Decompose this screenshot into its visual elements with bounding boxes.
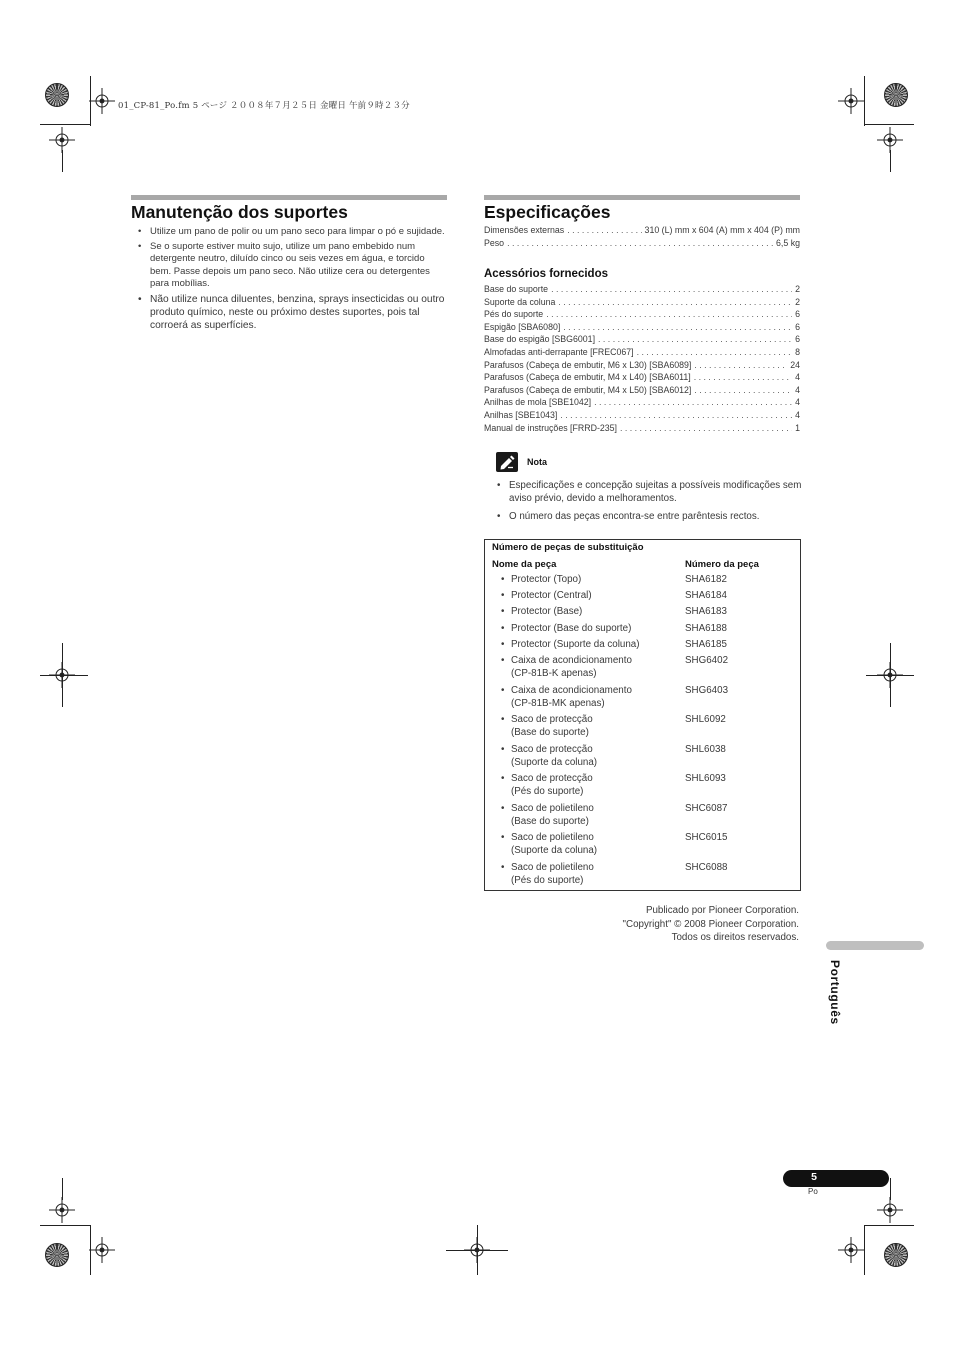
spec-value: 6,5 kg — [776, 237, 800, 248]
part-name: • Protector (Suporte da coluna) — [511, 638, 681, 651]
note-list — [490, 480, 802, 528]
spec-row — [484, 238, 800, 251]
registration-rosette-icon — [884, 1243, 908, 1267]
crop-line — [40, 675, 88, 676]
crop-line — [890, 1178, 891, 1200]
crop-line — [62, 150, 63, 172]
accessory-label: Espigão [SBA6080] — [484, 321, 561, 332]
column-header-name: Nome da peça — [492, 559, 557, 570]
accessory-row — [484, 372, 800, 385]
list-item: • O número das peças encontra-se entre parêntesis rectos. — [490, 511, 802, 524]
leader-dots — [594, 397, 792, 407]
accessory-label: Pés do suporte — [484, 309, 544, 320]
accessory-qty: 4 — [795, 372, 800, 383]
part-name: • Protector (Topo) — [511, 573, 681, 586]
part-number: SHA6188 — [685, 623, 727, 634]
part-name: • Saco de protecção (Pés do suporte) — [511, 772, 681, 798]
part-name: • Saco de polietileno (Pés do suporte) — [511, 861, 681, 887]
accessory-qty: 4 — [795, 409, 800, 420]
parts-table-title: Número de peças de substituição — [492, 542, 644, 553]
accessory-row — [484, 385, 800, 398]
accessory-row — [484, 322, 800, 335]
part-number: SHA6182 — [685, 574, 727, 585]
replacement-parts-table — [484, 539, 801, 891]
note-pencil-icon — [496, 452, 518, 472]
accessory-qty: 6 — [795, 321, 800, 332]
crop-line — [864, 76, 865, 126]
crop-line — [446, 1250, 508, 1251]
column-header-number: Número da peça — [685, 559, 759, 570]
accessory-label: Parafusos (Cabeça de embutir, M4 x L40) [SBA6011] — [484, 372, 691, 383]
accessory-label: Base do espigão [SBG6001] — [484, 334, 596, 345]
registration-target-icon — [877, 1197, 903, 1223]
registration-target-icon — [838, 1237, 864, 1263]
crop-line — [62, 1178, 63, 1200]
accessory-label: Parafusos (Cabeça de embutir, M4 x L50) [SBA6012] — [484, 384, 692, 395]
accessory-qty: 4 — [795, 397, 800, 408]
list-item: • Utilize um pano de polir ou um pano seco para limpar o pó e sujidade. — [131, 226, 447, 238]
page-number: 5 — [811, 1171, 817, 1183]
crop-line — [864, 124, 914, 125]
accessory-qty: 4 — [795, 384, 800, 395]
publisher-line: Publicado por Pioneer Corporation. — [645, 905, 799, 916]
crop-line — [866, 675, 914, 676]
part-name: • Saco de polietileno (Base do suporte) — [511, 802, 681, 828]
page-number-pill — [783, 1170, 889, 1187]
registration-target-icon — [89, 88, 115, 114]
accessory-row — [484, 360, 800, 373]
accessory-qty: 1 — [795, 422, 800, 433]
accessory-qty: 2 — [795, 284, 800, 294]
part-number: SHC6015 — [685, 832, 728, 843]
note-title: Nota — [527, 457, 547, 467]
crop-line — [40, 124, 90, 125]
part-name: • Saco de polietileno (Suporte da coluna) — [511, 831, 681, 857]
accessory-label: Anilhas [SBE1043] — [484, 409, 558, 420]
language-label: Português — [828, 960, 842, 1025]
leader-dots — [637, 347, 792, 357]
part-name: • Caixa de acondicionamento (CP-81B-MK apenas) — [511, 684, 681, 710]
part-name: • Saco de protecção (Suporte da coluna) — [511, 743, 681, 769]
leader-dots — [551, 284, 792, 294]
part-name: • Caixa de acondicionamento (CP-81B-K apenas) — [511, 654, 681, 680]
part-name: • Protector (Central) — [511, 589, 681, 602]
accessories-title: Acessórios fornecidos — [484, 268, 608, 280]
part-number: SHA6184 — [685, 590, 727, 601]
spec-value: 310 (L) mm x 604 (A) mm x 404 (P) mm — [644, 225, 800, 235]
part-name: • Saco de protecção (Base do suporte) — [511, 713, 681, 739]
list-item: • Especificações e concepção sujeitas a possíveis modificações sem aviso prévio, devido a melhoramentos. — [490, 480, 802, 506]
maintenance-list — [131, 226, 447, 335]
leader-dots — [694, 385, 792, 395]
file-header: 01_CP-81_Po.fm 5 ページ ２００８年７月２５日 金曜日 午前９時２３分 — [118, 101, 410, 111]
accessory-row — [484, 347, 800, 360]
part-number: SHG6402 — [685, 655, 729, 666]
accessory-row — [484, 284, 800, 297]
crop-line — [40, 1225, 90, 1226]
spec-label: Dimensões externas — [484, 225, 565, 235]
spec-label: Peso — [484, 237, 505, 248]
maintenance-title: Manutenção dos suportes — [131, 202, 348, 222]
leader-dots — [598, 334, 792, 344]
list-item: • Não utilize nunca diluentes, benzina, sprays insecticidas ou outro produto químico, neste ou próximo destes suportes, pois tal corroerá as superfícies. — [131, 293, 447, 332]
section-bar — [131, 195, 447, 200]
leader-dots — [694, 360, 787, 370]
accessory-row — [484, 423, 800, 436]
accessory-qty: 2 — [795, 296, 800, 307]
copyright-line: "Copyright" © 2008 Pioneer Corporation. — [622, 918, 799, 930]
registration-rosette-icon — [45, 83, 69, 107]
accessory-row — [484, 309, 800, 322]
accessory-row — [484, 397, 800, 410]
accessory-label: Parafusos (Cabeça de embutir, M6 x L30) [SBA6089] — [484, 359, 692, 370]
registration-target-icon — [89, 1237, 115, 1263]
leader-dots — [560, 410, 792, 420]
specs-title: Especificações — [484, 202, 611, 222]
accessory-row — [484, 334, 800, 347]
part-number: SHL6093 — [685, 773, 726, 784]
specs-list — [484, 225, 800, 250]
crop-line — [864, 1225, 865, 1275]
accessory-row — [484, 410, 800, 423]
crop-line — [890, 150, 891, 172]
spec-row — [484, 225, 800, 238]
leader-dots — [546, 309, 792, 319]
registration-target-icon — [49, 1197, 75, 1223]
part-number: SHL6092 — [685, 714, 726, 725]
part-name: • Protector (Base do suporte) — [511, 622, 681, 635]
leader-dots — [620, 423, 792, 433]
part-number: SHA6185 — [685, 639, 727, 650]
leader-dots — [567, 225, 641, 235]
part-number: SHA6183 — [685, 606, 727, 617]
leader-dots — [507, 238, 773, 248]
section-bar — [484, 195, 800, 200]
accessory-row — [484, 297, 800, 310]
rights-line: Todos os direitos reservados. — [671, 932, 799, 944]
crop-line — [864, 1225, 914, 1226]
accessory-qty: 6 — [795, 334, 800, 345]
part-name: • Protector (Base) — [511, 605, 681, 618]
registration-rosette-icon — [884, 83, 908, 107]
registration-rosette-icon — [45, 1243, 69, 1267]
list-item: • Se o suporte estiver muito sujo, utilize um pano embebido num detergente neutro, diluído cinco ou seis vezes em água, e torcido bem. Passe depois um pano seco. Não utilize cera ou detergentes para mobílias. — [131, 241, 447, 290]
accessories-list — [484, 284, 800, 435]
part-number: SHL6038 — [685, 744, 726, 755]
accessory-label: Base do suporte — [484, 284, 549, 294]
accessory-qty: 8 — [795, 346, 800, 357]
accessory-qty: 6 — [795, 309, 800, 320]
accessory-label: Suporte da coluna — [484, 296, 556, 307]
language-tab — [826, 941, 924, 950]
page-language-code: Po — [808, 1187, 818, 1196]
leader-dots — [558, 297, 792, 307]
leader-dots — [694, 372, 792, 382]
accessory-qty: 24 — [790, 359, 800, 370]
publisher-block — [623, 904, 799, 945]
part-number: SHG6403 — [685, 685, 729, 696]
part-number: SHC6087 — [685, 803, 728, 814]
part-number: SHC6088 — [685, 862, 728, 873]
accessory-label: Manual de instruções [FRRD-235] — [484, 422, 617, 433]
accessory-label: Almofadas anti-derrapante [FREC067] — [484, 346, 634, 357]
registration-target-icon — [838, 88, 864, 114]
accessory-label: Anilhas de mola [SBE1042] — [484, 397, 592, 408]
leader-dots — [563, 322, 792, 332]
